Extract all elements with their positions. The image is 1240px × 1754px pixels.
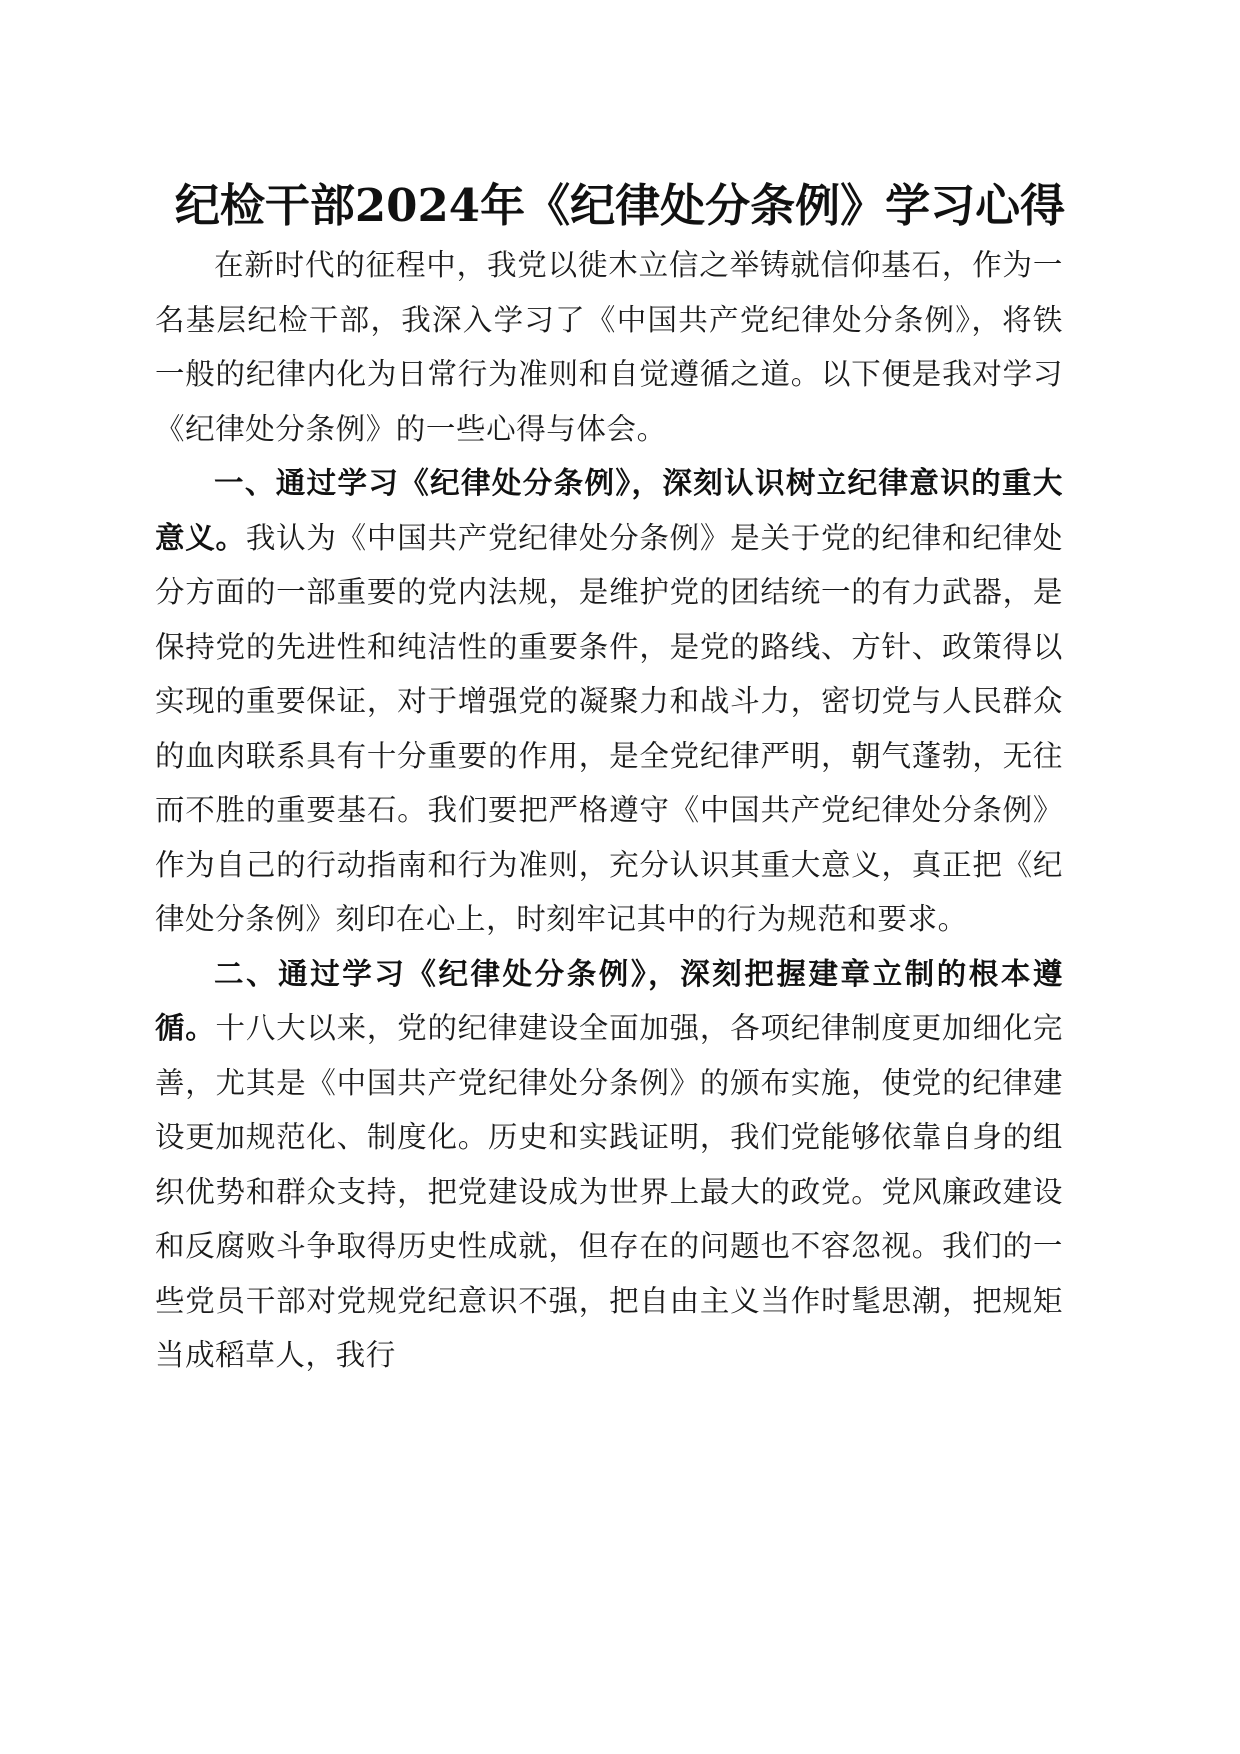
paragraph-text: 十八大以来，党的纪律建设全面加强，各项纪律制度更加细化完善，尤其是《中国共产党纪律处分条例》的颁布实施，使党的纪律建设更加规范化、制度化。历史和实践证明，我们党能够依靠自身的组织优势和群众支持，把党建设成为世界上最大的政党。党风廉政建设和反腐败斗争取得历史性成就，但存在的问题也不容忽视。我们的一些党员干部对党规党纪意识不强，把自由主义当作时髦思潮，把规矩当成稻草人，我行 [155,1011,1063,1372]
paragraph-section-one [155,456,1063,947]
paragraph-intro [155,238,1063,456]
paragraph-text: 我认为《中国共产党纪律处分条例》是关于党的纪律和纪律处分方面的一部重要的党内法规，是维护党的团结统一的有力武器，是保持党的先进性和纯洁性的重要条件，是党的路线、方针、政策得以实现的重要保证，对于增强党的凝聚力和战斗力，密切党与人民群众的血肉联系具有十分重要的作用，是全党纪律严明，朝气蓬勃，无往而不胜的重要基石。我们要把严格遵守《中国共产党纪律处分条例》作为自己的行动指南和行为准则，充分认识其重大意义，真正把《纪律处分条例》刻印在心上，时刻牢记其中的行为规范和要求。 [155,520,1063,936]
document-body [155,238,1063,1383]
document-title: 纪检干部2024年《纪律处分条例》学习心得 [174,179,1066,232]
paragraph-text: 在新时代的征程中，我党以徙木立信之举铸就信仰基石，作为一名基层纪检干部，我深入学习了《中国共产党纪律处分条例》，将铁一般的纪律内化为日常行为准则和自觉遵循之道。以下便是我对学习《纪律处分条例》的一些心得与体会。 [155,248,1063,446]
section-heading: 一、通过学习《纪律处分条例》，深刻认识树立纪律意识的重大意义。 [155,465,1063,555]
paragraph-section-two [155,947,1063,1383]
section-heading: 二、通过学习《纪律处分条例》，深刻把握建章立制的根本遵循。 [155,955,1063,1045]
